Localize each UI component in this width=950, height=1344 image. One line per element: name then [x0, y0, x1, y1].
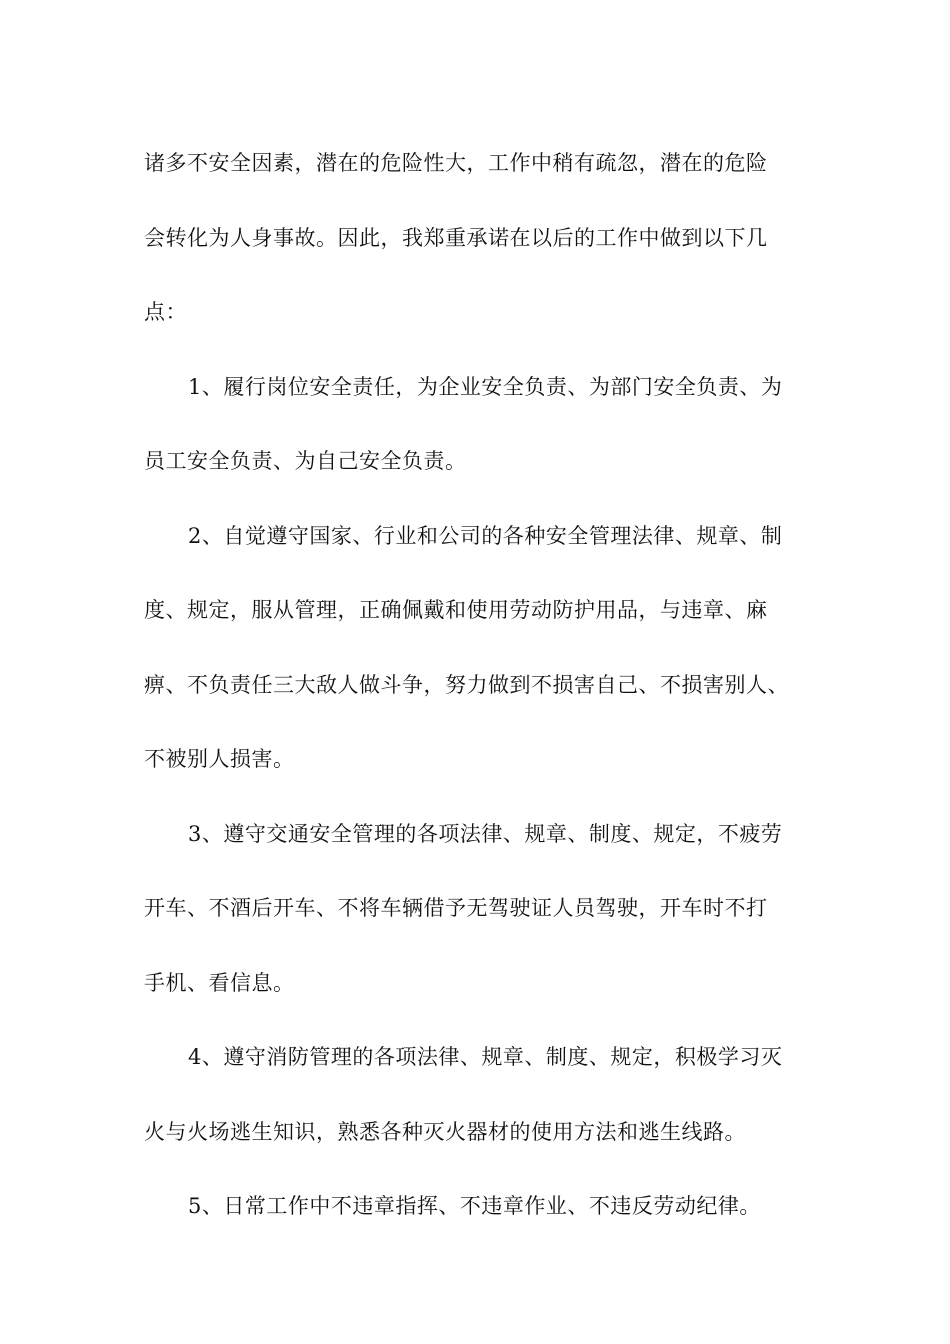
text-line: 点： — [144, 300, 187, 324]
text-line: 会转化为人身事故。因此，我郑重承诺在以后的工作中做到以下几 — [144, 225, 768, 250]
paragraph-item-2-start: 2、自觉遵守国家、行业和公司的各种安全管理法律、规章、制 — [188, 523, 783, 548]
text-line: 手机、看信息。 — [144, 970, 295, 995]
text-line: 诸多不安全因素，潜在的危险性大，工作中稍有疏忽，潜在的危险 — [144, 151, 768, 175]
text-line: 痹、不负责任三大敌人做斗争，努力做到不损害自己、不损害别人、 — [144, 672, 789, 697]
document-body — [144, 126, 824, 1244]
text-line: 员工安全负责、为自己安全负责。 — [144, 449, 467, 473]
text-line: 不被别人损害。 — [144, 747, 295, 771]
paragraph-item-1-start: 1、履行岗位安全责任，为企业安全负责、为部门安全负责、为 — [188, 374, 783, 399]
paragraph-item-3-start: 3、遵守交通安全管理的各项法律、规章、制度、规定，不疲劳 — [188, 821, 783, 846]
paragraph-item-5-start: 5、日常工作中不违章指挥、不违章作业、不违反劳动纪律。 — [188, 1194, 761, 1218]
text-line: 开车、不酒后开车、不将车辆借予无驾驶证人员驾驶，开车时不打 — [144, 896, 768, 920]
paragraph-item-4-start: 4、遵守消防管理的各项法律、规章、制度、规定，积极学习灭 — [188, 1045, 783, 1069]
text-line: 度、规定，服从管理，正确佩戴和使用劳动防护用品，与违章、麻 — [144, 598, 768, 622]
text-line: 火与火场逃生知识，熟悉各种灭火器材的使用方法和逃生线路。 — [144, 1119, 746, 1144]
